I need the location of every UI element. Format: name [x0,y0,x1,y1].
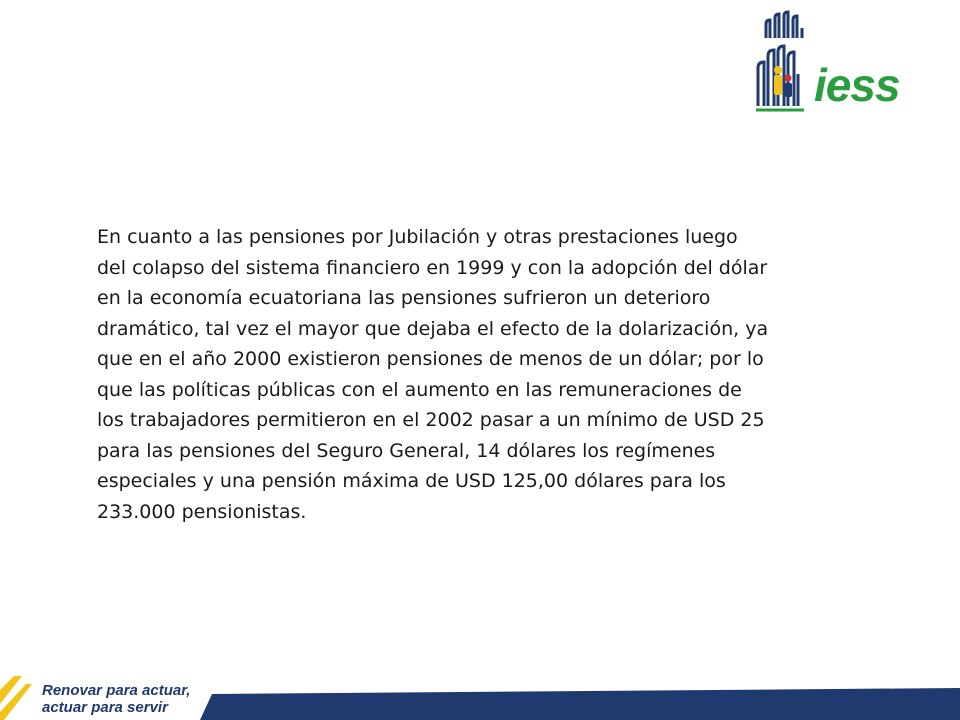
footer-slogan [42,682,190,716]
building-icon [762,10,808,40]
iess-logo [752,6,952,116]
slogan-line-2: actuar para servir [42,699,168,716]
iess-emblem-icon [752,44,814,114]
main-paragraph: En cuanto a las pensiones por Jubilación y otras prestaciones luego del colapso del sistema financiero en 1999 y con la adopción del dólar en la economía ecuatoriana las pensiones sufrieron un deterioro dramático, tal vez el mayor que dejaba el efecto de la dolarización, ya que en el año 2000 existieron pensiones de menos de un dólar; por lo que las políticas públicas con el aumento en las remuneraciones de los trabajadores permitieron en el 2002 pasar a un mínimo de USD 25 para las pensiones del Seguro General, 14 dólares los regímenes especiales y una pensión máxima de USD 125,00 dólares para los 233.000 pensionistas. [97,226,769,523]
slogan-line-1: Renovar para actuar, [42,682,191,699]
iess-logo-text: iess [814,59,900,111]
